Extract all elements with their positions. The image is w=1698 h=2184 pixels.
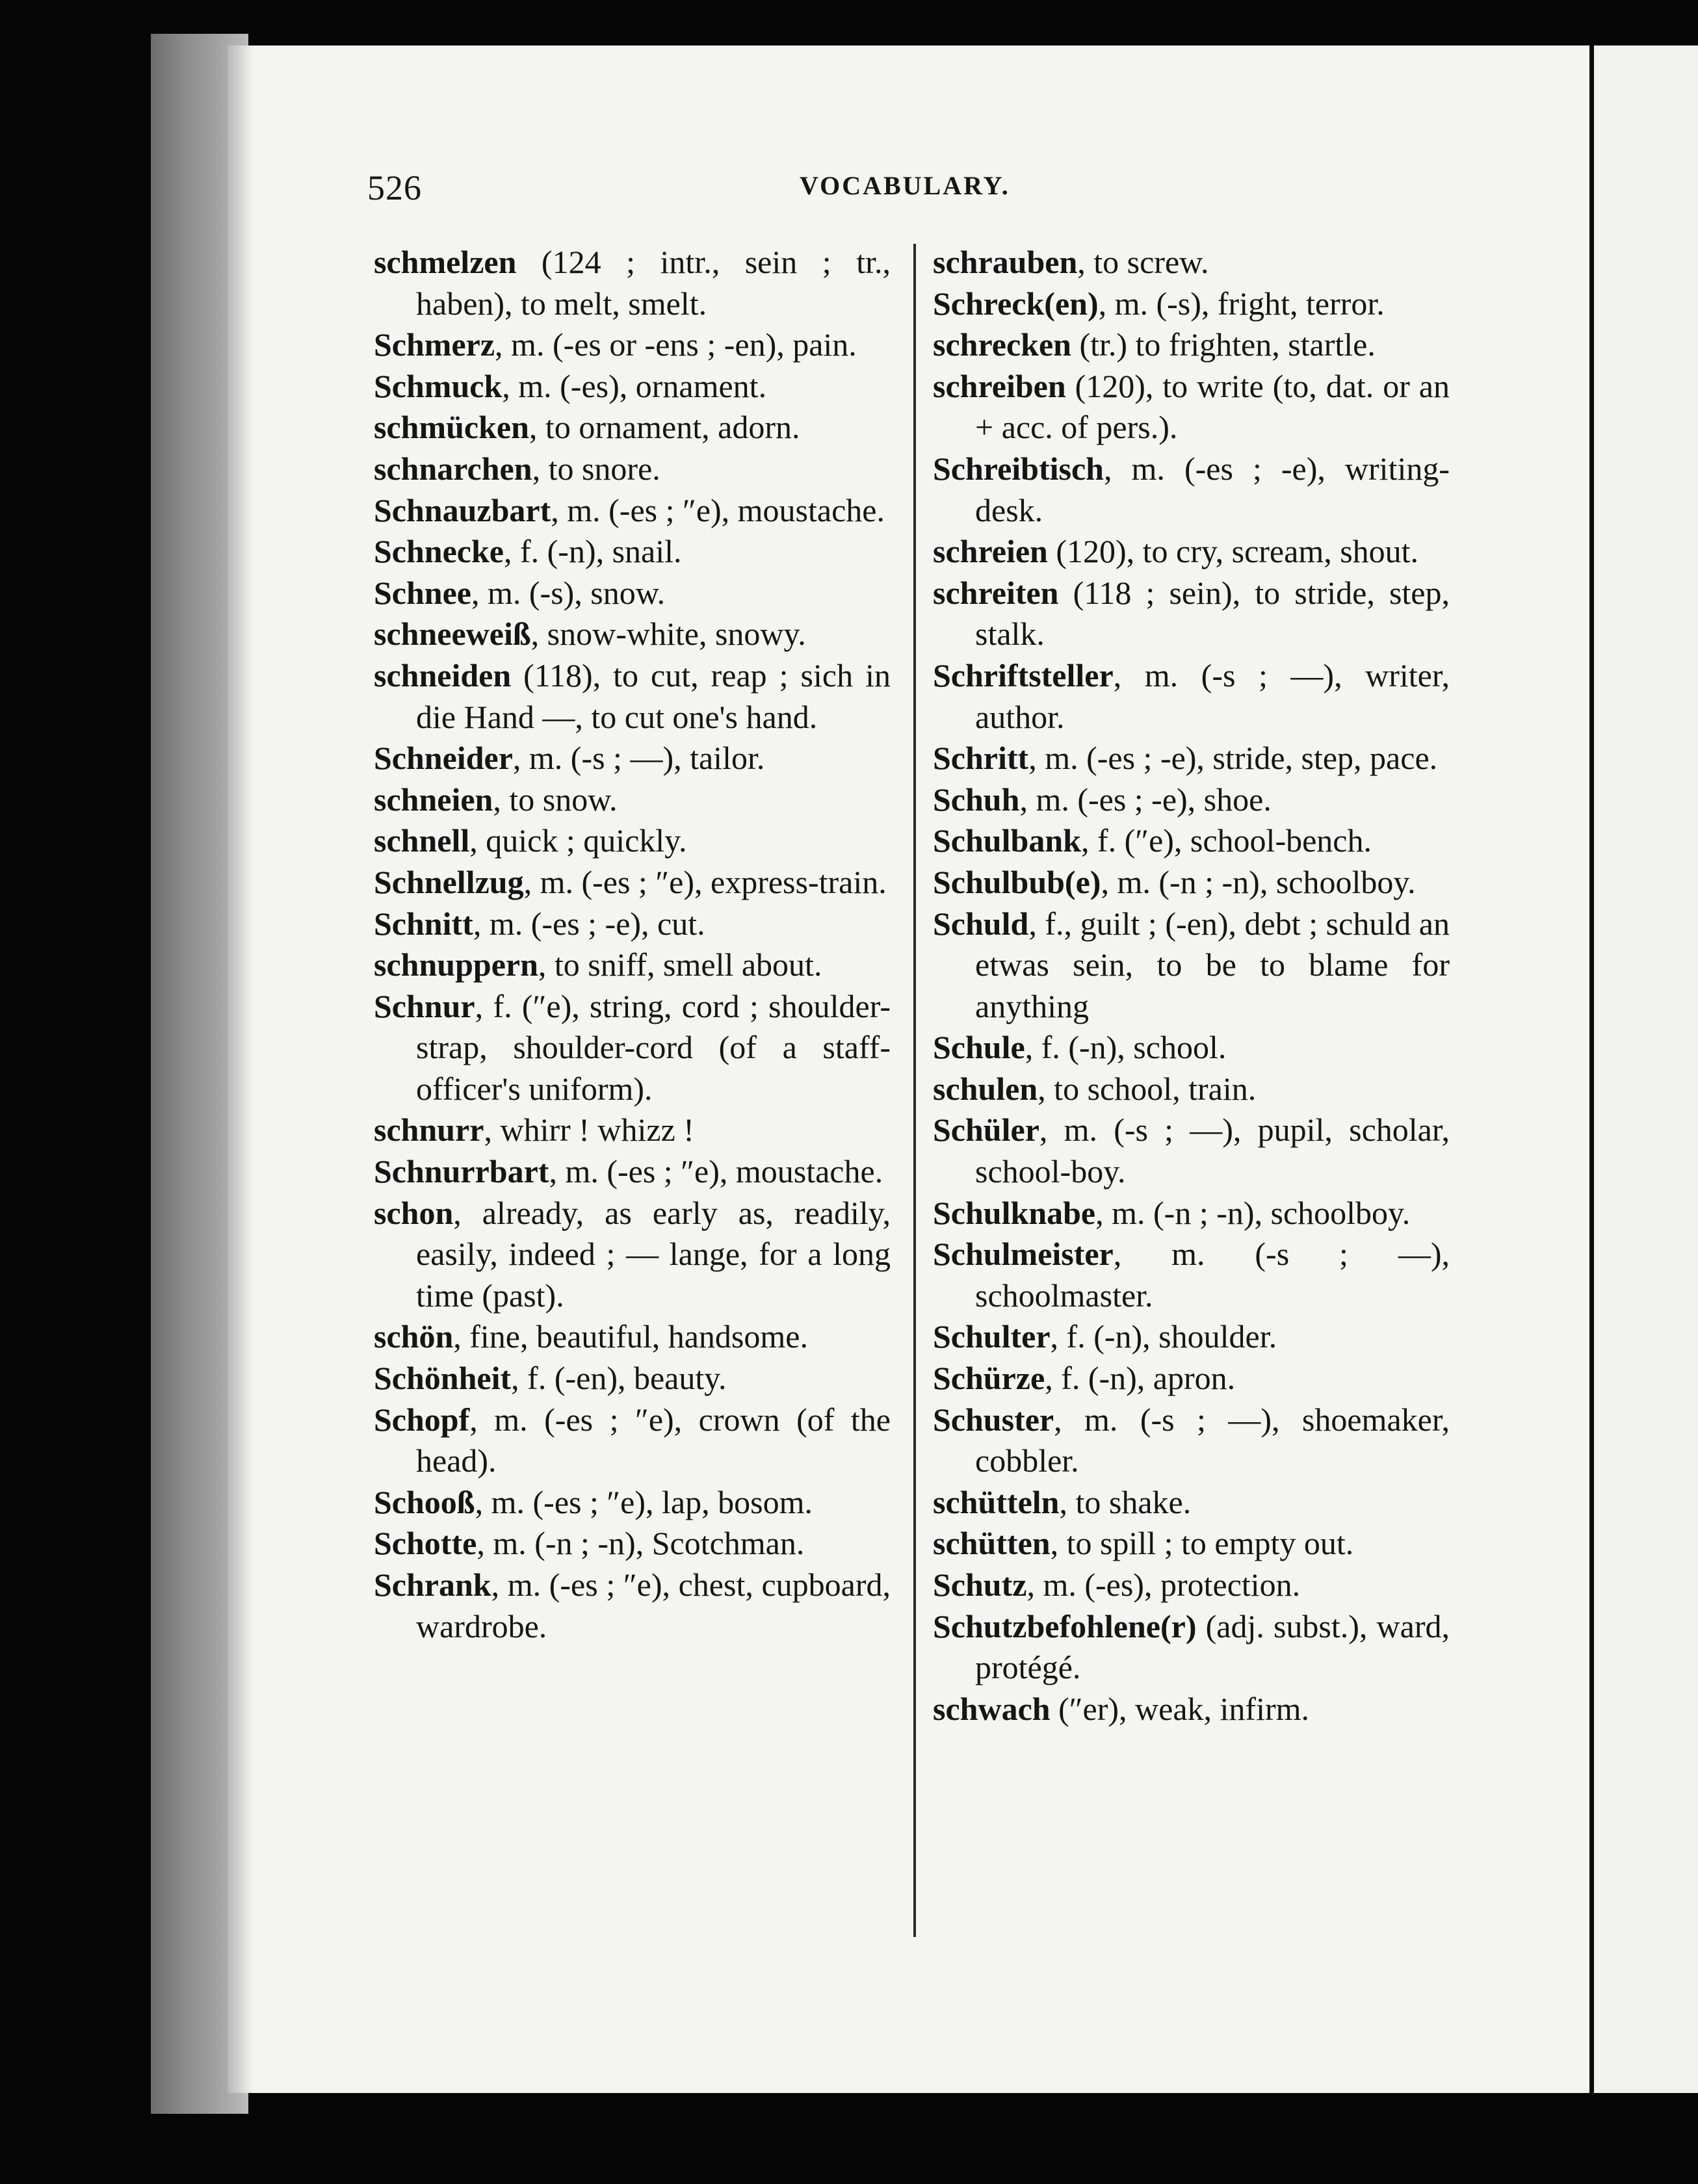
definition: , f. (-n), apron. — [1045, 1360, 1236, 1397]
vocabulary-entry — [933, 242, 1450, 283]
definition: (tr.) to frighten, startle. — [1071, 326, 1376, 363]
vocabulary-entry — [374, 820, 891, 862]
page-number: 526 — [367, 168, 422, 207]
left-column — [374, 242, 891, 1647]
definition: (″er), weak, infirm. — [1050, 1690, 1310, 1727]
headword: Schürze — [933, 1360, 1045, 1397]
headword: schnarchen — [374, 450, 532, 487]
definition: , m. (-es), ornament. — [502, 367, 767, 404]
definition: (118 ; sein), to stride, step, stalk. — [975, 574, 1450, 653]
definition: , to snore. — [532, 450, 660, 487]
headword: schon — [374, 1194, 454, 1231]
headword: Schnitt — [374, 905, 473, 942]
vocabulary-entry — [933, 324, 1450, 366]
headword: schütteln — [933, 1483, 1060, 1520]
column-divider — [913, 244, 916, 1937]
definition: , m. (-s ; —), tailor. — [512, 740, 765, 777]
definition: , m. (-n ; -n), schoolboy. — [1101, 863, 1416, 900]
vocabulary-entry — [374, 1151, 891, 1193]
headword: Schreck(en) — [933, 285, 1099, 322]
definition: , m. (-es ; ″e), express-train. — [523, 863, 887, 900]
headword: schütten — [933, 1525, 1051, 1562]
vocabulary-entry — [933, 655, 1450, 738]
definition: , m. (-n ; -n), Scotchman. — [477, 1525, 805, 1562]
vocabulary-entry — [374, 1482, 891, 1524]
vocabulary-entry — [374, 407, 891, 448]
vocabulary-entry — [933, 283, 1450, 325]
headword: schön — [374, 1318, 454, 1355]
definition: , f. (″e), string, cord ; shoulder-strap, shoulder-cord (of a staff-officer's uniform). — [416, 987, 891, 1107]
right-column — [933, 242, 1450, 1730]
headword: Schulter — [933, 1318, 1051, 1355]
headword: Schmerz — [374, 326, 495, 363]
vocabulary-entry — [374, 1565, 891, 1647]
headword: Schönheit — [374, 1360, 512, 1397]
definition: , m. (-es ; ″e), chest, cupboard, wardrobe. — [416, 1566, 891, 1644]
vocabulary-entry — [374, 324, 891, 366]
vocabulary-entry — [374, 1193, 891, 1317]
vocabulary-entry — [374, 944, 891, 986]
headword: Schulbub(e) — [933, 863, 1101, 900]
vocabulary-entry — [933, 1689, 1450, 1730]
definition: , m. (-es ; -e), shoe. — [1019, 781, 1272, 818]
definition: , m. (-s ; —), shoemaker, cobbler. — [975, 1401, 1450, 1479]
headword: schmücken — [374, 409, 529, 446]
headword: Schule — [933, 1029, 1025, 1066]
headword: Schnee — [374, 574, 471, 611]
definition: , m. (-es ; ″e), lap, bosom. — [475, 1483, 813, 1520]
definition: , m. (-s ; —), schoolmaster. — [975, 1236, 1450, 1314]
headword: Schopf — [374, 1401, 470, 1438]
running-head: VOCABULARY. — [800, 171, 1010, 200]
definition: , to screw. — [1077, 244, 1209, 280]
vocabulary-entry — [374, 490, 891, 532]
headword: schrecken — [933, 326, 1071, 363]
vocabulary-entry — [933, 366, 1450, 448]
headword: schnuppern — [374, 946, 538, 983]
headword: Schotte — [374, 1525, 477, 1562]
vocabulary-entry — [374, 1399, 891, 1482]
vocabulary-entry — [374, 242, 891, 324]
vocabulary-entry — [933, 531, 1450, 573]
vocabulary-entry — [933, 738, 1450, 779]
definition: , m. (-s), fright, terror. — [1098, 285, 1385, 322]
vocabulary-entry — [374, 655, 891, 738]
vocabulary-entry — [933, 1193, 1450, 1234]
definition: , quick ; quickly. — [469, 822, 687, 859]
definition: (120), to cry, scream, shout. — [1047, 533, 1419, 570]
headword: Schriftsteller — [933, 656, 1114, 694]
definition: , to ornament, adorn. — [529, 409, 800, 446]
vocabulary-entry — [933, 1399, 1450, 1482]
definition: (118), to cut, reap ; sich in die Hand —, to cut one's hand. — [416, 656, 891, 735]
vocabulary-entry — [933, 904, 1450, 1028]
definition: , m. (-es ; -e), stride, step, pace. — [1028, 740, 1438, 777]
definition: (124 ; intr., sein ; tr., haben), to melt, smelt. — [416, 244, 891, 322]
vocabulary-entry — [374, 1316, 891, 1358]
headword: Schritt — [933, 740, 1029, 777]
definition: , to spill ; to empty out. — [1050, 1525, 1354, 1562]
definition: , f. (-n), school. — [1025, 1029, 1227, 1066]
definition: , f. (-n), shoulder. — [1050, 1318, 1277, 1355]
definition: , to snow. — [493, 781, 618, 818]
headword: schreiten — [933, 574, 1059, 611]
headword: schulen — [933, 1070, 1038, 1107]
vocabulary-entry — [933, 1069, 1450, 1110]
vocabulary-entry — [933, 862, 1450, 904]
definition: , f. (-en), beauty. — [511, 1360, 727, 1397]
definition: , m. (-es ; -e), writing-desk. — [975, 450, 1450, 528]
vocabulary-entry — [933, 573, 1450, 655]
definition: , m. (-es ; ″e), moustache. — [551, 491, 885, 528]
headword: Schutzbefohlene(r) — [933, 1607, 1197, 1644]
definition: , to sniff, smell about. — [538, 946, 822, 983]
vocabulary-entry — [374, 614, 891, 655]
headword: Schreibtisch — [933, 450, 1104, 487]
vocabulary-entry — [374, 448, 891, 490]
vocabulary-entry — [374, 573, 891, 614]
definition: , whirr ! whizz ! — [484, 1112, 694, 1149]
definition: (120), to write (to, dat. or an + acc. of pers.). — [975, 367, 1450, 446]
vocabulary-entry — [374, 366, 891, 408]
headword: schrauben — [933, 244, 1078, 280]
vocabulary-entry — [933, 1565, 1450, 1606]
definition: , snow-white, snowy. — [530, 616, 806, 653]
vocabulary-entry — [933, 1606, 1450, 1689]
headword: Schnellzug — [374, 863, 524, 900]
vocabulary-entry — [374, 862, 891, 904]
vocabulary-entry — [933, 779, 1450, 821]
definition: , to shake. — [1059, 1483, 1192, 1520]
vocabulary-entry — [933, 820, 1450, 862]
definition: , m. (-es), protection. — [1026, 1566, 1301, 1603]
headword: Schuld — [933, 905, 1029, 942]
headword: Schmuck — [374, 367, 503, 404]
vocabulary-entry — [374, 1523, 891, 1565]
headword: Schuster — [933, 1401, 1054, 1438]
headword: Schüler — [933, 1112, 1039, 1149]
headword: Schnauzbart — [374, 491, 551, 528]
headword: schreiben — [933, 367, 1066, 404]
definition: , fine, beautiful, handsome. — [453, 1318, 808, 1355]
vocabulary-entry — [374, 738, 891, 779]
vocabulary-entry — [933, 1027, 1450, 1069]
definition: , f. (-n), snail. — [504, 533, 682, 570]
vocabulary-entry — [933, 1358, 1450, 1399]
definition: , m. (-s), snow. — [471, 574, 666, 611]
headword: schnurr — [374, 1112, 484, 1149]
headword: Schnur — [374, 987, 475, 1024]
headword: Schooß — [374, 1483, 475, 1520]
definition: , already, as early as, readily, easily, indeed ; — lange, for a long time (past). — [416, 1194, 891, 1314]
vocabulary-entry — [374, 1358, 891, 1399]
headword: schneeweiß — [374, 616, 531, 653]
vocabulary-entry — [374, 779, 891, 821]
headword: Schuh — [933, 781, 1020, 818]
headword: schnell — [374, 822, 470, 859]
facing-page-edge — [1589, 46, 1698, 2093]
vocabulary-entry — [933, 448, 1450, 531]
headword: Schrank — [374, 1566, 491, 1603]
headword: schmelzen — [374, 244, 517, 280]
headword: schwach — [933, 1690, 1051, 1727]
definition: , m. (-s ; —), pupil, scholar, school-boy. — [975, 1112, 1450, 1190]
headword: schreien — [933, 533, 1048, 570]
headword: Schnecke — [374, 533, 504, 570]
headword: Schnurrbart — [374, 1153, 549, 1190]
vocabulary-entry — [374, 531, 891, 573]
definition: , m. (-es ; ″e), moustache. — [549, 1153, 883, 1190]
definition: , m. (-s ; —), writer, author. — [975, 656, 1450, 735]
vocabulary-entry — [374, 1110, 891, 1151]
headword: schneien — [374, 781, 493, 818]
headword: Schutz — [933, 1566, 1027, 1603]
definition: , m. (-es or -ens ; -en), pain. — [495, 326, 857, 363]
definition: (adj. subst.), ward, protégé. — [975, 1607, 1450, 1686]
vocabulary-entry — [933, 1110, 1450, 1192]
vocabulary-entry — [933, 1316, 1450, 1358]
definition: , f. (″e), school-bench. — [1080, 822, 1372, 859]
definition: , m. (-es ; ″e), crown (of the head). — [416, 1401, 891, 1479]
definition: , m. (-es ; -e), cut. — [473, 905, 705, 942]
headword: Schulbank — [933, 822, 1081, 859]
headword: Schneider — [374, 740, 513, 777]
vocabulary-entry — [933, 1523, 1450, 1565]
definition: , f., guilt ; (-en), debt ; schuld an etwas sein, to be to blame for anything — [975, 905, 1450, 1024]
vocabulary-entry — [374, 986, 891, 1110]
headword: Schulmeister — [933, 1236, 1114, 1273]
vocabulary-entry — [374, 904, 891, 945]
page-gutter-shadow — [228, 46, 254, 2093]
definition: , m. (-n ; -n), schoolboy. — [1095, 1194, 1411, 1231]
headword: Schulknabe — [933, 1194, 1096, 1231]
vocabulary-entry — [933, 1482, 1450, 1524]
definition: , to school, train. — [1038, 1070, 1257, 1107]
vocabulary-entry — [933, 1234, 1450, 1316]
headword: schneiden — [374, 656, 512, 694]
